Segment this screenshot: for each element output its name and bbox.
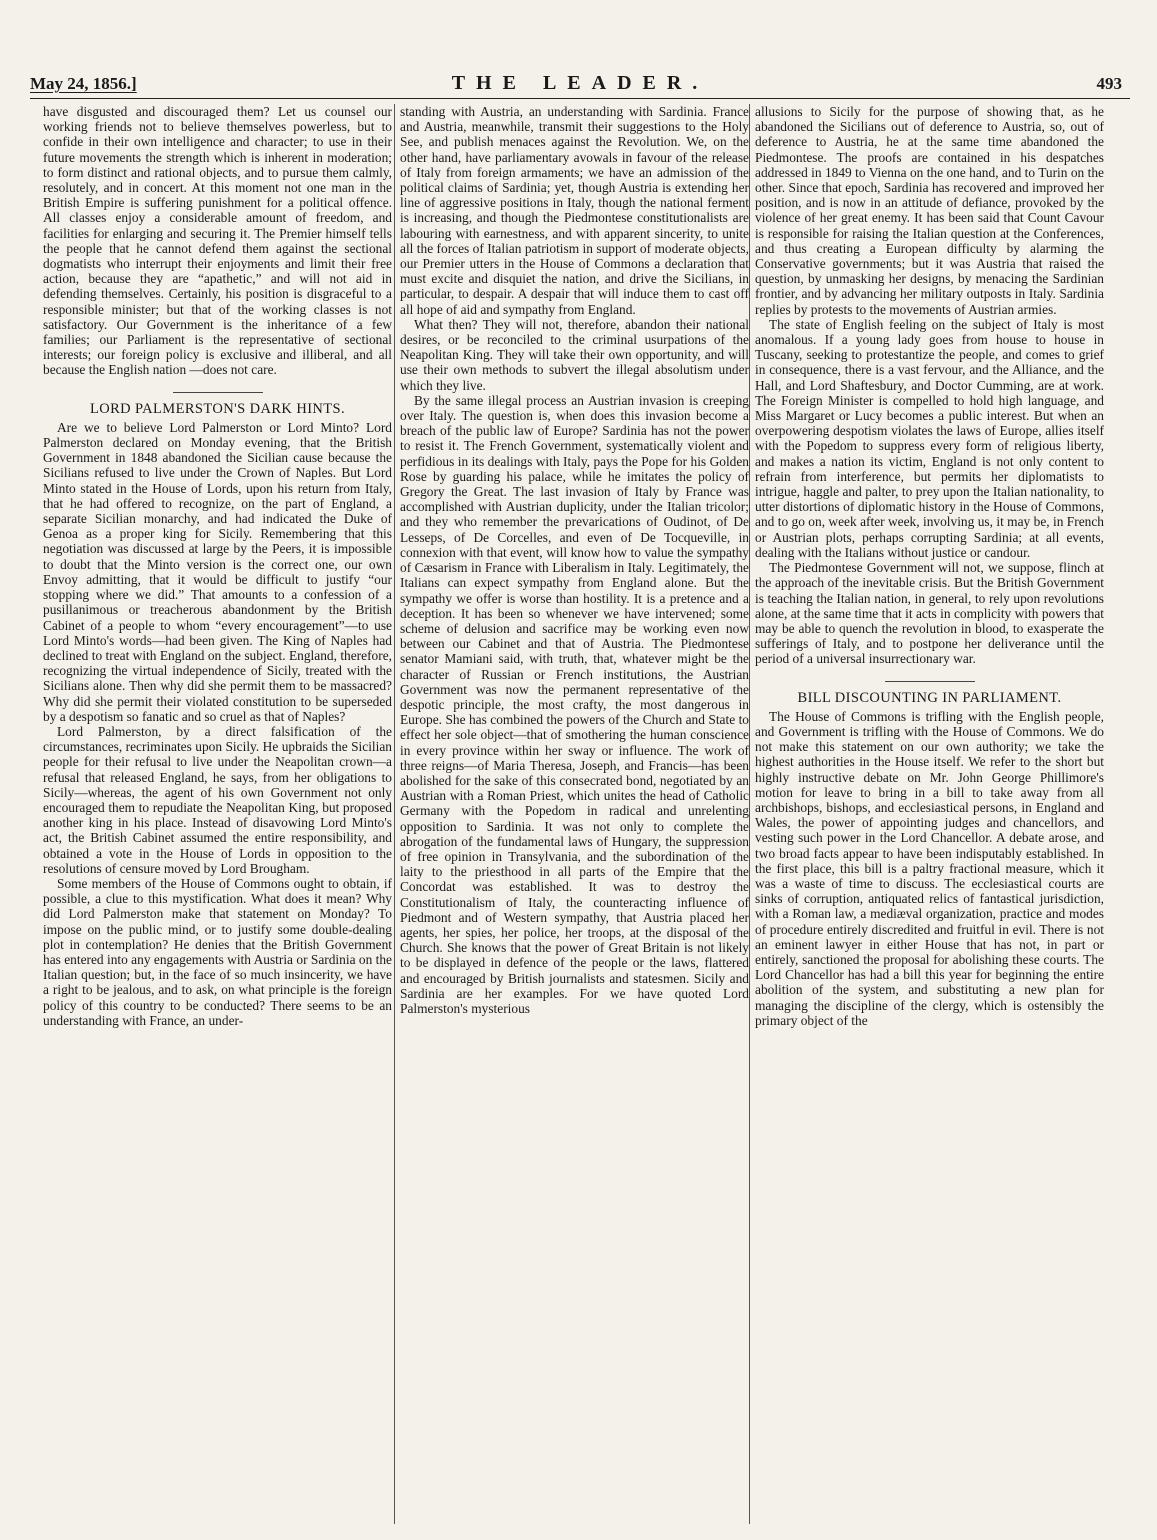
section-divider bbox=[885, 681, 975, 682]
newspaper-title: THE LEADER. bbox=[451, 72, 709, 94]
column-rule bbox=[749, 104, 750, 1524]
article-paragraph: The Piedmontese Government will not, we suppose, flinch at the approach of the inevitable crisis. But the British Government is teaching the Italian nation, in general, to rely upon revolutions alone, at the same time that it acts in complicity with powers that may be able to quench the revolution in blood, to exasperate the sufferings of Italy, and to postpone her deliverance until the period of a universal insurrectionary war. bbox=[755, 560, 1104, 667]
issue-date: May 24, 1856.] bbox=[30, 74, 137, 93]
column-rule bbox=[394, 104, 395, 1524]
article-paragraph: Some members of the House of Commons ought to obtain, if possible, a clue to this mystification. What does it mean? Why did Lord Palmerston make that statement on Monday? To impose on the public mind, or to justify some double-dealing plot in contemplation? He denies that the British Government has entered into any engagements with Austria or Sardinia on the Italian question; but, in the face of so much insincerity, we have a right to be jealous, and to ask, on what principle is the foreign policy of this country to be conducted? There seems to be an understanding with France, an under- bbox=[43, 875, 392, 1028]
article-paragraph: have disgusted and discouraged them? Let us counsel our working friends not to believe themselves powerless, but to confide in their own intelligence and character; to use in their future movements the strength which is inherent in moderation; to form distinct and rational objects, and to pursue them calmly, resolutely, and in concert. At this moment not one man in the British Empire is suffering punishment for a political offence. All classes enjoy a considerable amount of freedom, and facilities for enlarging and securing it. The Premier himself tells the people that he cannot defend them against the sectional dogmatists who interrupt their enjoyments and limit their free action, because they are “apathetic,” and will not aid in defending themselves. Certainly, his position is disgraceful to a responsible minister; but that of the working classes is not satisfactory. Our Government is the inheritance of a few families; our Parliament is the representative of sectional interests; our foreign policy is exclusive and illiberal, and all because the English nation —does not care. bbox=[43, 104, 392, 378]
article-paragraph: Lord Palmerston, by a direct falsification of the circumstances, recriminates upon Sicily. He upbraids the Sicilian people for their refusal to live under the Neapolitan crown—a refusal that released England, he says, from her obligations to Sicily—whereas, the agent of his own Government not only encouraged them to repudiate the Neapolitan King, but proposed another king in his place. Instead of disavowing Lord Minto's act, the British Cabinet assumed the entire responsibility, and obtained a vote in the House of Lords in opposition to the resolutions of censure moved by Lord Brougham. bbox=[43, 723, 392, 876]
article-paragraph: The state of English feeling on the subject of Italy is most anomalous. If a young lady goes from house to house in Tuscany, seeking to protestantize the people, and comes to grief in consequence, there is a vast fervour, and the Alliance, and the Hall, and Lord Shaftesbury, and Doctor Cumming, are at work. The Foreign Minister is compelled to hold high language, and Miss Margaret or Lucy becomes a public interest. But when an overpowering despotism violates the laws of Europe, allies itself with the Popedom to suppress every form of religious liberty, and makes a nation its victim, England is not only content to refrain from interference, but permits her diplomatists to intrigue, haggle and palter, to prey upon the Italian nationality, to utter distortions of diplomatic history in the House of Commons, and to go on, week after week, involving us, it may be, in French or Austrian plots, perhaps corrupting Sardinia; at all events, dealing with the Italians without justice or candour. bbox=[755, 316, 1104, 560]
masthead bbox=[30, 72, 1130, 99]
article-paragraph: What then? They will not, therefore, abandon their national desires, or be reconciled to the criminal usurpations of the Neapolitan King. They will take their own opportunity, and will use their own methods to subvert the illegal absolutism under which they live. bbox=[400, 316, 749, 393]
article-paragraph: standing with Austria, an understanding with Sardinia. France and Austria, meanwhile, transmit their suggestions to the Holy See, and publish menaces against the Revolution. We, on the other hand, have parliamentary avowals in favour of the release of Italy from foreign armaments; we have an admission of the political claims of Sardinia; yet, though Austria is extending her line of aggressive positions in Italy, though the national ferment is increasing, and though the Piedmontese constitutionalists are labouring with earnestness, and with apparent sincerity, to unite all the forces of Italian patriotism in support of moderate objects, our Premier utters in the House of Commons a declaration that must excite and disquiet the nation, and drive the Sicilians, in particular, to despair. A despair that will induce them to cast off all hope of aid and sympathy from England. bbox=[400, 104, 749, 317]
article-paragraph: The House of Commons is trifling with the English people, and Government is trifling with the House of Commons. We do not make this statement on our own authority; we take the highest authorities in the House itself. We refer to the short but highly instructive debate on Mr. John George Phillimore's motion for leave to bring in a bill to take away from all archbishops, bishops, and ecclesiastical persons, in England and Wales, the power of appointing judges and chancellors, and vesting such power in the Lord Chancellor. A debate arose, and two broad facts appear to have been indisputably established. In the first place, this bill is a paltry fractional measure, which it was a waste of time to discuss. The ecclesiastical courts are sinks of corruption, antiquated relics of fantastical jurisdiction, with a Roman law, a mediæval organization, practice and modes of procedure entirely discredited and fruitful in evil. There is not an eminent lawyer in either House that has not, in part or entirely, sanctioned the proposal for abolishing these courts. The Lord Chancellor has had a bill this year for beginning the entire abolition of the system, and substituting a new plan for managing the discipline of the clergy, which is ostensibly the primary object of the bbox=[755, 708, 1104, 1028]
article-paragraph: Are we to believe Lord Palmerston or Lord Minto? Lord Palmerston declared on Monday evening, that the British Government in 1848 abandoned the Sicilian cause because the Sicilians refused to live under the Crown of Naples. But Lord Minto stated in the House of Lords, upon his return from Italy, that he had offered to recognize, on the part of England, a separate Sicilian monarchy, and had indicated the Duke of Genoa as a proper king for Sicily. Remembering that this negotiation was discussed at large by the Peers, it is impossible to doubt that the Minto version is the correct one, our own Envoy admitting, that it would be difficult to justify “our stopping where we did.” That amounts to a confession of a pusillanimous or treacherous abandonment by the British Cabinet of a people to whom “every encouragement”—to use Lord Minto's words—had been given. The King of Naples had declined to treat with England on the subject. England, therefore, recognizing the virtual independence of Sicily, treated with the Sicilians alone. Then why did she permit them to be massacred? Why did she permit their violated constitution to be superseded by a despotism so fanatic and so cruel as that of Naples? bbox=[43, 419, 392, 724]
column-3 bbox=[755, 104, 1104, 1504]
column-2 bbox=[400, 104, 749, 1504]
section-divider bbox=[173, 392, 263, 393]
article-heading: LORD PALMERSTON'S DARK HINTS. bbox=[89, 400, 346, 417]
article-heading: BILL DISCOUNTING IN PARLIAMENT. bbox=[797, 689, 1062, 706]
page-number: 493 bbox=[1096, 74, 1122, 93]
article-paragraph: allusions to Sicily for the purpose of showing that, as he abandoned the Sicilians out of deference to Austria, so, out of deference to Austria, he at the same time abandoned the Piedmontese. The proofs are contained in his despatches addressed in 1849 to Vienna on the one hand, and to Turin on the other. Since that epoch, Sardinia has recovered and improved her position, and is now in an attitude of defiance, provoked by the violence of her great enemy. It has been said that Count Cavour is responsible for raising the Italian question at the Conferences, and thus creating a European difficulty by alarming the Conservative governments; but it was Austria that raised the question, by unmasking her designs, by menacing the Sardinian frontier, and by advancing her military outposts in Italy. Sardinia replies by protests to the movements of Austrian armies. bbox=[755, 104, 1104, 317]
article-paragraph: By the same illegal process an Austrian invasion is creeping over Italy. The question is, when does this invasion become a breach of the public law of Europe? Sardinia has not the power to resist it. The French Government, systematically violent and perfidious in its dealings with Italy, pays the Pope for his Golden Rose by guarding his palace, while he imitates the policy of Gregory the Great. The last invasion of Italy by France was accomplished with Austrian duplicity, under the Italian tricolor; and they who remember the prevarications of Oudinot, of De Lesseps, of De Corcelles, and even of De Tocqueville, in connexion with that event, will know how to value the sympathy of Cæsarism in France with Liberalism in Italy. Legitimately, the Italians can expect sympathy from England alone. But the sympathy we offer is worse than hostility. It is a pretence and a deception. It has been so whenever we have intervened; some scheme of delusion and sacrifice may be working even now between our Cabinet and that of Austria. The Piedmontese senator Mamiani said, with truth, that, whatever might be the character of Russian or French institutions, the Austrian Government was now the permanent representative of the despotic principle, the most crafty, the most dangerous in Europe. She has combined the powers of the Church and State to effect her sole object—that of smothering the human conscience in every province within her sway or influence. The work of three reigns—of Maria Theresa, Joseph, and Francis—has been abolished for the sake of this consecrated bond, negotiated by an Austrian with a Roman Priest, which unites the head of Catholic Germany with the Popedom in radical and unrelenting opposition to Sardinia. It was not only to complete the abrogation of the fundamental laws of Hungary, the suppression of free opinion in Transylvania, and the subordination of the laity to the priesthood in all parts of the Empire that the Concordat was established. It was to destroy the Constitutionalism of Italy, the counteracting influence of Piedmont and of Western sympathy, that Austria placed her agents, her spies, her police, her troops, at the disposal of the Church. She knows that the power of Great Britain is not likely to be displayed in defence of the people or the laws, flattered and encouraged by British journalists and statesmen. Sicily and Sardinia are her examples. For we have quoted Lord Palmerston's mysterious bbox=[400, 392, 749, 1016]
column-1 bbox=[43, 104, 392, 1504]
